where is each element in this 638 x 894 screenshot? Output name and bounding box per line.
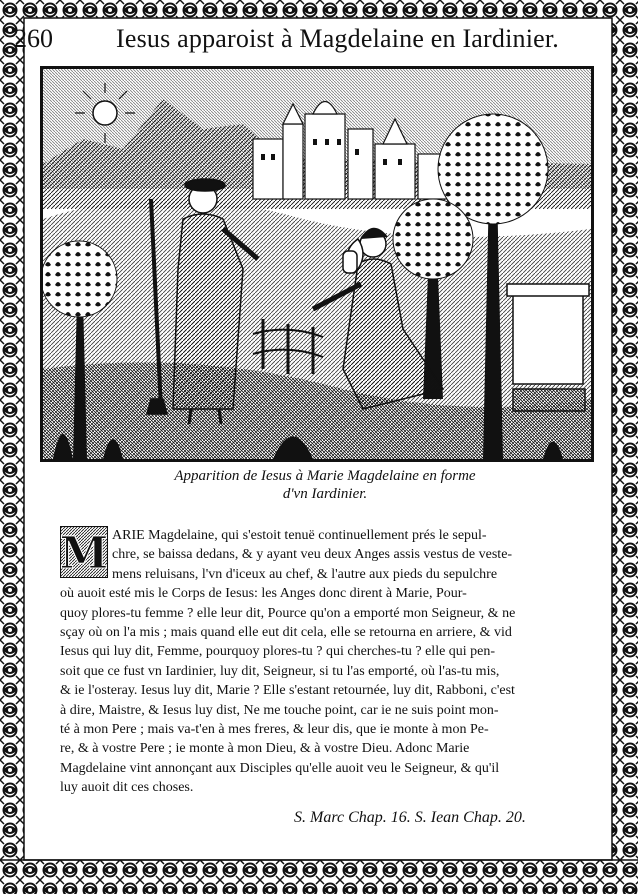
sepulchre (507, 284, 589, 411)
initial-letter: M (60, 528, 108, 578)
body-line: à dire, Maistre, & Iesus luy dist, Ne me touche point, car ie ne suis point mon- (60, 702, 499, 718)
body-line: quoy plores-tu femme ? elle leur dit, Pource qu'on a emporté mon Seigneur, & ne (60, 605, 516, 621)
scripture-reference: S. Marc Chap. 16. S. Iean Chap. 20. (294, 809, 526, 826)
body-line: soit que ce fust vn Iardinier, luy dit, Seigneur, si tu l'as emporté, où l'as-tu mis, (60, 663, 500, 679)
page-number: 260 (14, 24, 53, 53)
body-text (60, 526, 572, 798)
body-line: où auoit esté mis le Corps de Iesus: les Anges donc dirent à Marie, Pour- (60, 586, 467, 602)
body-line: re, & à vostre Pere ; ie monte à mon Dieu, & à vostre Dieu. Adonc Marie (60, 741, 470, 757)
engraving-illustration (40, 66, 594, 462)
body-line: mens reluisans, l'vn d'iceux au chef, & l'autre aux pieds du sepulchre (112, 566, 498, 582)
caption-line-2: d'vn Iardinier. (282, 486, 368, 502)
engraving-caption (120, 467, 530, 503)
body-line: Magdelaine vint annonçant aux Disciples qu'elle auoit veu le Seigneur, & qu'il (60, 760, 500, 776)
garden-fence (253, 319, 323, 374)
page-title: Iesus apparoist à Magdelaine en Iardinier. (116, 24, 560, 53)
caption-line-1: Apparition de Iesus à Marie Magdelaine en forme (174, 468, 476, 484)
body-line: ARIE Magdelaine, qui s'estoit tenuë continuellement prés le sepul- (112, 528, 487, 543)
body-line: Iesus qui luy dit, Femme, pourquoy plores-tu ? qui cherches-tu ? elle qui pen- (60, 644, 496, 660)
body-line: luy auoit dit ces choses. (60, 780, 194, 796)
body-line: té à mon Pere ; mais va-t'en à mes freres, & leur dis, que ie monte à mon Pe- (60, 722, 489, 738)
body-line: & ie l'osteray. Iesus luy dit, Marie ? Elle s'estant retournée, luy dit, Rabboni, c'est (60, 683, 515, 699)
body-line: sçay où on l'a mis ; mais quand elle eut dit cela, elle se retourna en arriere, & vid (60, 625, 512, 641)
body-line: chre, se baissa dedans, & y ayant veu deux Anges assis vestus de veste- (112, 547, 513, 563)
woodcut-scene (43, 69, 591, 459)
